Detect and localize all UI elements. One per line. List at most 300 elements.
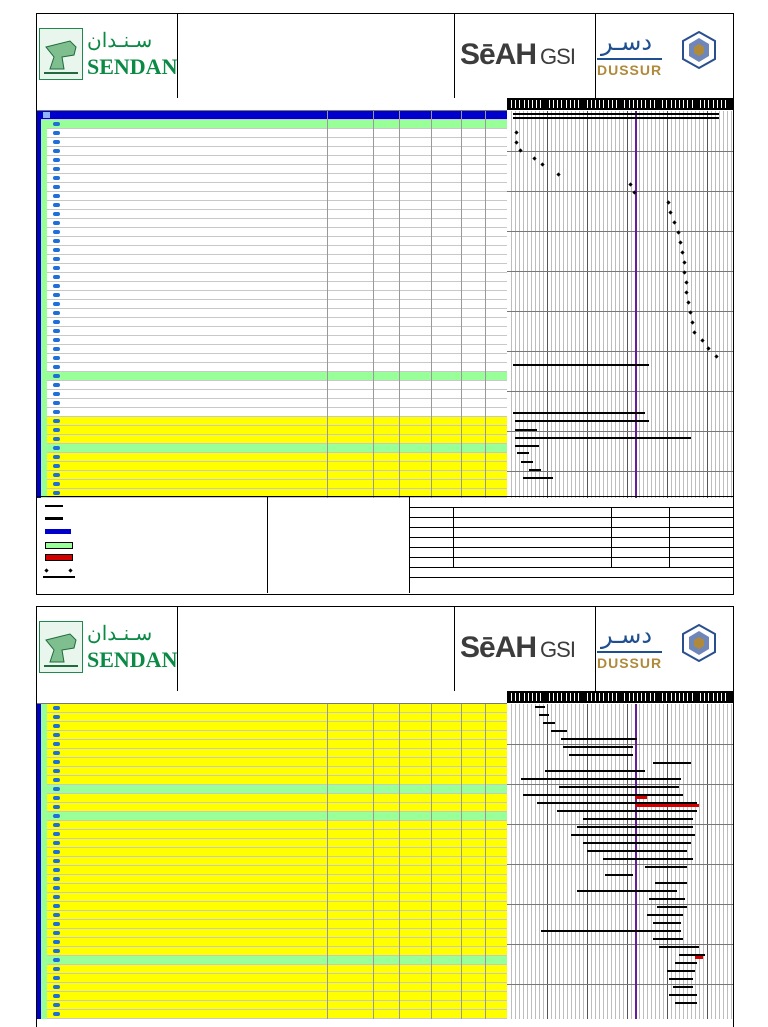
- gantt-grid-line: [603, 111, 604, 498]
- column-divider: [431, 318, 432, 327]
- gantt-grid-line: [551, 704, 552, 1019]
- column-divider: [399, 911, 400, 920]
- timeline-tick: [536, 100, 537, 108]
- column-divider: [327, 444, 328, 453]
- timeline-tick: [561, 693, 562, 701]
- outline-level-bar: [41, 399, 47, 408]
- column-divider: [373, 704, 374, 713]
- column-divider: [327, 390, 328, 399]
- task-indicator-icon: [53, 383, 60, 387]
- timeline-tick: [612, 693, 613, 701]
- table-row: [37, 830, 507, 839]
- outline-level-bar: [41, 246, 47, 255]
- gantt-grid-line: [695, 111, 696, 498]
- task-indicator-icon: [53, 239, 60, 243]
- column-divider: [373, 363, 374, 372]
- column-divider: [485, 866, 486, 875]
- outline-level-bar: [41, 327, 47, 336]
- outline-level-bar: [41, 336, 47, 345]
- column-divider: [431, 875, 432, 884]
- table-row: [37, 156, 507, 165]
- column-divider: [373, 246, 374, 255]
- gantt-grid-line: [599, 111, 600, 498]
- gantt-bar: [563, 746, 633, 748]
- table-row: [37, 848, 507, 857]
- outline-level-bar: [41, 1001, 47, 1010]
- column-divider: [485, 785, 486, 794]
- column-divider: [327, 327, 328, 336]
- outline-level-bar: [41, 983, 47, 992]
- dussur-mark-icon: [679, 623, 719, 663]
- table-row: [37, 776, 507, 785]
- column-divider: [373, 390, 374, 399]
- column-divider: [461, 156, 462, 165]
- timeline-tick: [612, 100, 613, 108]
- outline-level-bar: [41, 237, 47, 246]
- column-divider: [461, 749, 462, 758]
- dussur-mark-icon: [679, 30, 719, 70]
- column-divider: [485, 336, 486, 345]
- column-divider: [399, 776, 400, 785]
- column-divider: [461, 704, 462, 713]
- column-divider: [485, 309, 486, 318]
- column-divider: [461, 246, 462, 255]
- column-divider: [399, 336, 400, 345]
- outline-level-bar: [41, 902, 47, 911]
- gantt-grid-line: [527, 111, 528, 498]
- column-divider: [327, 309, 328, 318]
- table-row: [37, 300, 507, 309]
- column-divider: [485, 920, 486, 929]
- column-divider: [399, 812, 400, 821]
- column-divider: [431, 776, 432, 785]
- column-divider: [399, 893, 400, 902]
- timeline-tick: [650, 100, 651, 108]
- timeline-tick: [515, 100, 516, 108]
- outline-level-bar: [41, 785, 47, 794]
- outline-level-bar: [37, 111, 41, 120]
- column-divider: [327, 776, 328, 785]
- column-divider: [327, 192, 328, 201]
- task-indicator-icon: [53, 410, 60, 414]
- table-row: [37, 309, 507, 318]
- column-divider: [461, 965, 462, 974]
- timeline-tick: [553, 693, 554, 701]
- timeline-tick: [595, 100, 596, 108]
- gantt-grid-line: [567, 704, 568, 1019]
- gantt-grid-line: [579, 111, 580, 498]
- column-divider: [373, 866, 374, 875]
- column-divider: [373, 138, 374, 147]
- column-divider: [485, 408, 486, 417]
- column-divider: [373, 282, 374, 291]
- column-divider: [461, 471, 462, 480]
- outline-level-bar: [41, 767, 47, 776]
- column-divider: [327, 291, 328, 300]
- column-divider: [461, 273, 462, 282]
- column-header-row: [37, 98, 507, 111]
- dussur-logo-cell: [595, 14, 733, 98]
- outline-level-bar: [41, 974, 47, 983]
- column-divider: [461, 821, 462, 830]
- outline-level-bar: [41, 947, 47, 956]
- gantt-grid-line: [507, 351, 733, 352]
- timeline-tick: [540, 693, 541, 701]
- gantt-grid-line: [607, 704, 608, 1019]
- column-divider: [327, 875, 328, 884]
- column-divider: [431, 345, 432, 354]
- column-divider: [485, 291, 486, 300]
- outline-level-bar: [41, 893, 47, 902]
- column-divider: [431, 444, 432, 453]
- column-divider: [399, 147, 400, 156]
- task-indicator-icon: [53, 131, 60, 135]
- gantt-grid-line: [555, 111, 556, 498]
- column-divider: [327, 471, 328, 480]
- gantt-bar: [515, 445, 539, 447]
- gantt-grid-line: [663, 111, 664, 498]
- column-divider: [373, 147, 374, 156]
- column-divider: [399, 264, 400, 273]
- gantt-grid-line: [683, 111, 684, 498]
- gantt-grid-line: [531, 704, 532, 1019]
- column-divider: [399, 219, 400, 228]
- column-divider: [461, 165, 462, 174]
- table-row: [37, 282, 507, 291]
- timeline-tick: [570, 100, 571, 108]
- column-divider: [327, 255, 328, 264]
- column-divider: [373, 264, 374, 273]
- timeline-tick: [725, 100, 726, 108]
- column-divider: [485, 749, 486, 758]
- timeline-tick: [566, 100, 567, 108]
- column-divider: [373, 345, 374, 354]
- timeline-tick: [692, 693, 693, 701]
- column-divider: [485, 300, 486, 309]
- timeline-tick: [624, 693, 625, 701]
- column-divider: [399, 345, 400, 354]
- timeline-tick: [645, 693, 646, 701]
- column-divider: [327, 300, 328, 309]
- gantt-grid-line: [731, 111, 732, 498]
- column-divider: [327, 812, 328, 821]
- timeline-header: [507, 98, 733, 110]
- column-divider: [485, 372, 486, 381]
- task-indicator-icon: [53, 751, 60, 755]
- column-divider: [431, 147, 432, 156]
- sendan-logo-cell: [37, 14, 178, 98]
- gantt-grid-line: [519, 111, 520, 498]
- column-divider: [399, 444, 400, 453]
- column-divider: [399, 390, 400, 399]
- column-divider: [461, 929, 462, 938]
- timeline-tick: [595, 693, 596, 701]
- table-row: [37, 165, 507, 174]
- table-row: [37, 255, 507, 264]
- table-row: [37, 965, 507, 974]
- table-row: [37, 264, 507, 273]
- column-divider: [327, 821, 328, 830]
- column-divider: [431, 264, 432, 273]
- outline-level-bar: [41, 201, 47, 210]
- table-row: [37, 767, 507, 776]
- gantt-bar: [603, 858, 693, 860]
- timeline-tick: [721, 693, 722, 701]
- gantt-bar: [569, 754, 633, 756]
- anvil-icon: [39, 621, 83, 673]
- milestone-icon: [43, 567, 75, 581]
- column-divider: [485, 363, 486, 372]
- column-divider: [399, 201, 400, 210]
- column-divider: [399, 938, 400, 947]
- gantt-grid-line: [619, 111, 620, 498]
- column-divider: [461, 120, 462, 129]
- outline-level-bar: [41, 803, 47, 812]
- outline-level-bar: [41, 435, 47, 444]
- timeline-tick: [608, 100, 609, 108]
- gantt-grid-line: [571, 111, 572, 498]
- table-row: [37, 210, 507, 219]
- timeline-tick: [637, 100, 638, 108]
- column-divider: [399, 372, 400, 381]
- timeline-tick: [725, 693, 726, 701]
- column-divider: [399, 381, 400, 390]
- column-divider: [431, 938, 432, 947]
- column-divider: [373, 273, 374, 282]
- timeline-tick: [708, 693, 709, 701]
- table-row: [37, 147, 507, 156]
- gantt-chart: [507, 111, 733, 498]
- column-divider: [461, 713, 462, 722]
- column-divider: [485, 129, 486, 138]
- table-row: [37, 947, 507, 956]
- column-divider: [327, 893, 328, 902]
- column-divider: [461, 237, 462, 246]
- column-divider: [431, 983, 432, 992]
- column-divider: [485, 884, 486, 893]
- gantt-grid-line: [507, 784, 733, 785]
- column-divider: [461, 426, 462, 435]
- task-indicator-icon: [53, 428, 60, 432]
- gantt-bar: [673, 986, 693, 988]
- task-indicator-icon: [53, 904, 60, 908]
- column-divider: [373, 237, 374, 246]
- gantt-grid-line: [619, 704, 620, 1019]
- column-divider: [399, 920, 400, 929]
- gantt-grid-line: [507, 431, 733, 432]
- dussur-english-text: DUSSUR: [597, 651, 662, 671]
- timeline-tick: [574, 100, 575, 108]
- column-divider: [461, 866, 462, 875]
- task-indicator-icon: [53, 374, 60, 378]
- task-indicator-icon: [53, 985, 60, 989]
- gantt-grid-line: [639, 704, 640, 1019]
- gantt-grid-line: [703, 704, 704, 1019]
- table-row: [37, 138, 507, 147]
- column-divider: [373, 974, 374, 983]
- task-indicator-icon: [53, 176, 60, 180]
- column-divider: [485, 237, 486, 246]
- column-divider: [431, 803, 432, 812]
- column-divider: [399, 884, 400, 893]
- column-divider: [485, 974, 486, 983]
- column-divider: [399, 974, 400, 983]
- data-date-line: [635, 111, 637, 498]
- column-divider: [485, 381, 486, 390]
- gantt-grid-line: [631, 704, 632, 1019]
- column-divider: [485, 776, 486, 785]
- gantt-grid-line: [651, 704, 652, 1019]
- outline-level-bar: [41, 1010, 47, 1019]
- column-divider: [399, 399, 400, 408]
- column-divider: [485, 1010, 486, 1019]
- gantt-bar: [561, 738, 637, 740]
- outline-level-bar: [41, 965, 47, 974]
- column-divider: [485, 453, 486, 462]
- column-divider: [461, 740, 462, 749]
- column-divider: [327, 767, 328, 776]
- column-divider: [373, 336, 374, 345]
- table-row: [37, 318, 507, 327]
- column-divider: [461, 992, 462, 1001]
- column-divider: [327, 848, 328, 857]
- gantt-grid-line: [643, 704, 644, 1019]
- column-divider: [431, 821, 432, 830]
- table-row: [37, 471, 507, 480]
- column-divider: [373, 426, 374, 435]
- table-row: [37, 803, 507, 812]
- task-indicator-icon: [53, 194, 60, 198]
- column-divider: [327, 147, 328, 156]
- timeline-tick: [641, 693, 642, 701]
- column-divider: [327, 318, 328, 327]
- column-divider: [399, 237, 400, 246]
- column-divider: [327, 803, 328, 812]
- gantt-bar: [545, 770, 645, 772]
- table-row: [37, 794, 507, 803]
- task-indicator-icon: [53, 715, 60, 719]
- column-divider: [431, 183, 432, 192]
- column-divider: [327, 174, 328, 183]
- table-row: [37, 704, 507, 713]
- column-divider: [327, 399, 328, 408]
- timeline-header: [507, 691, 733, 703]
- column-divider: [399, 857, 400, 866]
- task-indicator-icon: [53, 994, 60, 998]
- column-divider: [431, 354, 432, 363]
- column-divider: [327, 749, 328, 758]
- column-divider: [431, 417, 432, 426]
- outline-level-bar: [41, 776, 47, 785]
- gantt-grid-line: [531, 111, 532, 498]
- outline-level-bar: [41, 713, 47, 722]
- gantt-grid-line: [655, 111, 656, 498]
- column-divider: [373, 1010, 374, 1019]
- gantt-bar: [571, 834, 695, 836]
- outline-level-bar: [41, 345, 47, 354]
- table-row: [37, 111, 507, 120]
- column-divider: [327, 354, 328, 363]
- column-divider: [431, 381, 432, 390]
- critical-bar: [635, 804, 699, 807]
- column-divider: [327, 839, 328, 848]
- task-indicator-icon: [53, 733, 60, 737]
- task-indicator-icon: [53, 949, 60, 953]
- column-divider: [461, 174, 462, 183]
- timeline-tick: [666, 693, 667, 701]
- column-divider: [461, 875, 462, 884]
- table-row: [37, 444, 507, 453]
- column-divider: [485, 165, 486, 174]
- column-divider: [461, 920, 462, 929]
- column-divider: [399, 839, 400, 848]
- gantt-grid-line: [555, 704, 556, 1019]
- column-divider: [327, 417, 328, 426]
- outline-level-bar: [41, 758, 47, 767]
- task-indicator-icon: [53, 464, 60, 468]
- seah-logo-cell: [454, 14, 596, 98]
- timeline-tick: [717, 100, 718, 108]
- gantt-grid-line: [655, 704, 656, 1019]
- gantt-bar: [541, 930, 681, 932]
- gantt-bar: [513, 412, 645, 414]
- column-divider: [373, 803, 374, 812]
- column-divider: [485, 938, 486, 947]
- column-divider: [373, 731, 374, 740]
- column-divider: [399, 462, 400, 471]
- task-indicator-icon: [53, 706, 60, 710]
- column-divider: [461, 390, 462, 399]
- task-indicator-icon: [53, 841, 60, 845]
- gantt-grid-line: [723, 704, 724, 1019]
- column-divider: [461, 264, 462, 273]
- column-divider: [399, 174, 400, 183]
- task-indicator-icon: [53, 913, 60, 917]
- column-divider: [485, 803, 486, 812]
- task-indicator-icon: [53, 787, 60, 791]
- column-divider: [399, 866, 400, 875]
- green-bar-icon: [45, 542, 73, 549]
- column-divider: [431, 812, 432, 821]
- outline-level-bar: [41, 920, 47, 929]
- gantt-bar: [653, 762, 691, 764]
- column-divider: [461, 354, 462, 363]
- table-row: [37, 372, 507, 381]
- table-row: [37, 875, 507, 884]
- gantt-grid-line: [591, 111, 592, 498]
- outline-level-bar: [41, 884, 47, 893]
- column-divider: [485, 210, 486, 219]
- outline-level-bar: [41, 848, 47, 857]
- dussur-english-text: DUSSUR: [597, 58, 662, 78]
- column-divider: [485, 327, 486, 336]
- column-divider: [327, 129, 328, 138]
- seah-logo-text: SēAH: [460, 631, 537, 664]
- timeline-tick: [662, 100, 663, 108]
- table-row: [37, 228, 507, 237]
- task-indicator-icon: [53, 392, 60, 396]
- gantt-grid-line: [583, 704, 584, 1019]
- column-divider: [399, 417, 400, 426]
- outline-level-bar: [41, 174, 47, 183]
- outline-level-bar: [41, 704, 47, 713]
- gantt-grid-line: [507, 904, 733, 905]
- column-divider: [373, 129, 374, 138]
- column-divider: [399, 902, 400, 911]
- column-divider: [485, 731, 486, 740]
- gantt-grid-line: [535, 111, 536, 498]
- task-indicator-icon: [53, 356, 60, 360]
